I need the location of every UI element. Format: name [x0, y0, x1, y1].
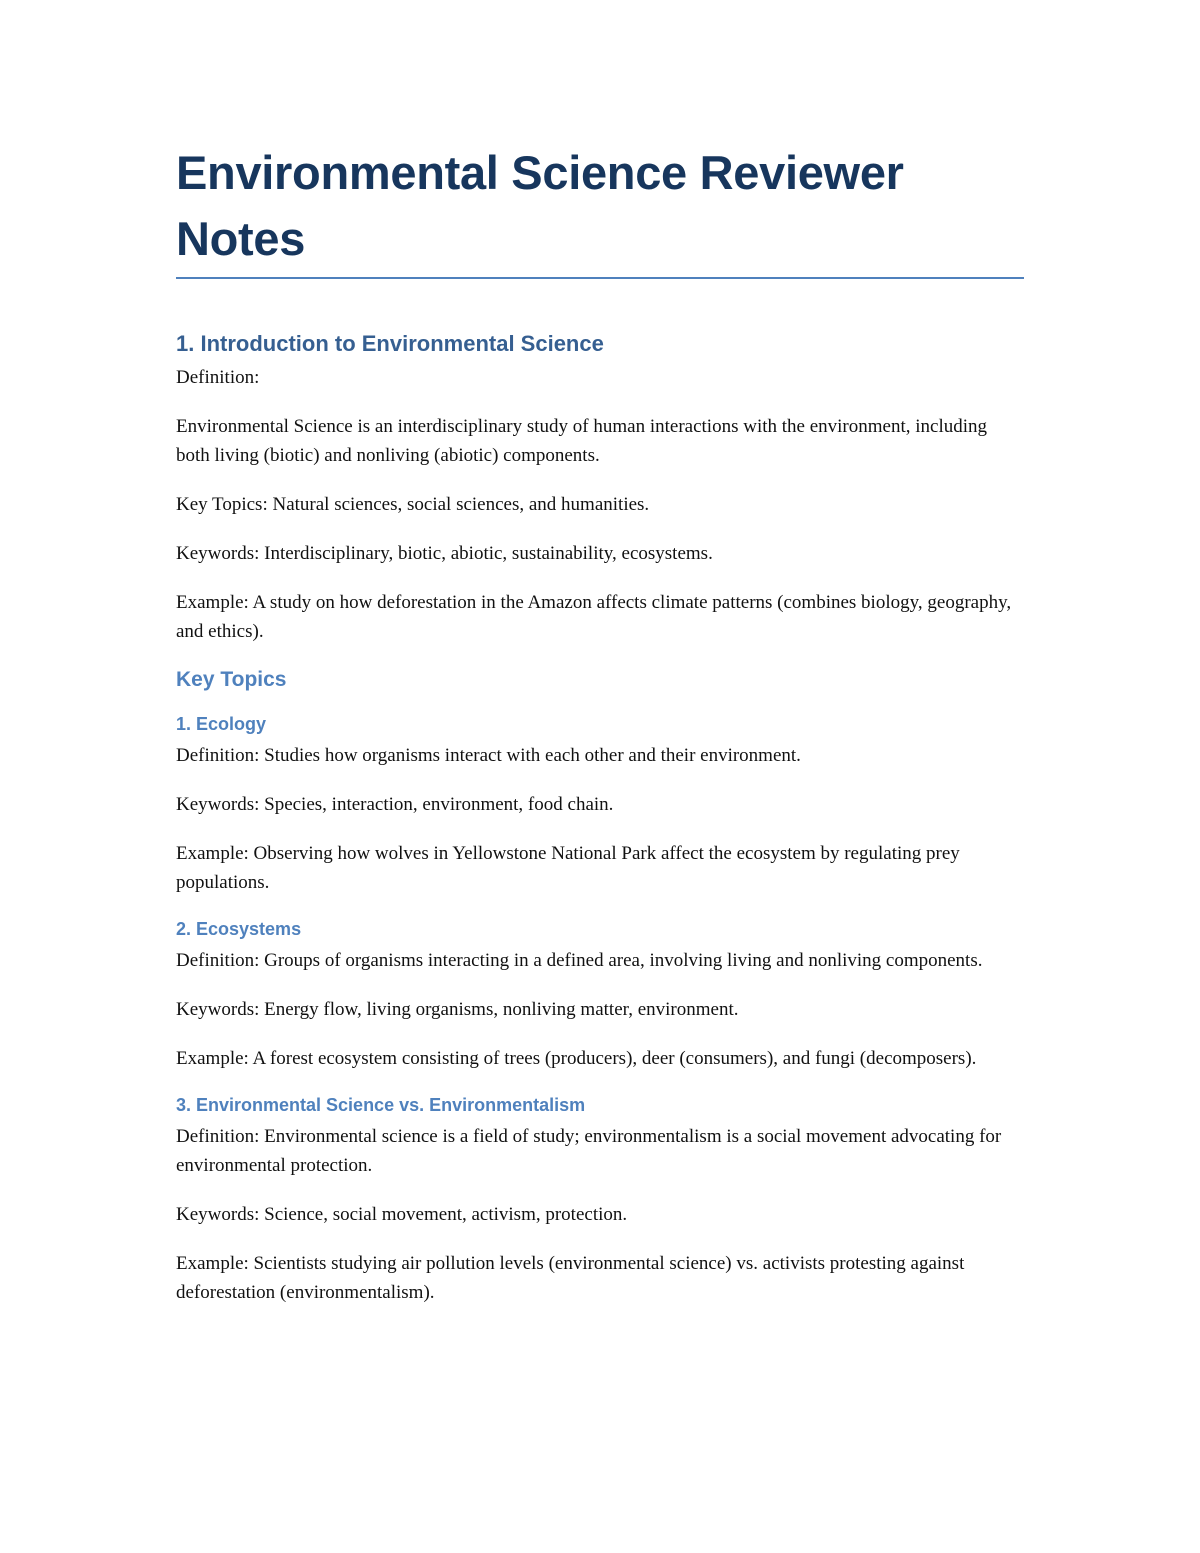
topic-example: Example: Scientists studying air pollution levels (environmental science) vs. activists protesting against deforestation (environmentalism).: [176, 1253, 965, 1303]
topic-example: Example: A forest ecosystem consisting of trees (producers), deer (consumers), and fungi (decomposers).: [176, 1048, 977, 1069]
keywords-text: Keywords: Interdisciplinary, biotic, abiotic, sustainability, ecosystems.: [176, 543, 713, 564]
key-topics-heading: Key Topics: [176, 668, 287, 691]
key-topics-text: Key Topics: Natural sciences, social sciences, and humanities.: [176, 494, 650, 515]
topic-example: Example: Observing how wolves in Yellowstone National Park affect the ecosystem by regulating prey populations.: [176, 843, 960, 893]
topic-keywords: Keywords: Species, interaction, environment, food chain.: [176, 794, 614, 815]
section-heading-introduction: 1. Introduction to Environmental Science: [176, 331, 604, 356]
example-text: Example: A study on how deforestation in the Amazon affects climate patterns (combines biology, geography, and ethics).: [176, 592, 1012, 642]
document-title: Environmental Science Reviewer Notes: [176, 140, 1024, 279]
topic-keywords: Keywords: Science, social movement, activism, protection.: [176, 1204, 628, 1225]
topic-keywords: Keywords: Energy flow, living organisms, nonliving matter, environment.: [176, 999, 739, 1020]
topic-heading-ecosystems: 2. Ecosystems: [176, 919, 302, 939]
topic-heading-environmentalism: 3. Environmental Science vs. Environmentalism: [176, 1095, 586, 1115]
definition-text: Environmental Science is an interdisciplinary study of human interactions with the environment, including both living (biotic) and nonliving (abiotic) components.: [176, 416, 988, 466]
document-page: [176, 140, 1024, 1307]
topic-definition: Definition: Studies how organisms interact with each other and their environment.: [176, 745, 801, 766]
topic-definition: Definition: Groups of organisms interacting in a defined area, involving living and nonliving components.: [176, 950, 983, 971]
topic-heading-ecology: 1. Ecology: [176, 714, 267, 734]
topic-definition: Definition: Environmental science is a field of study; environmentalism is a social movement advocating for environmental protection.: [176, 1126, 1002, 1176]
definition-label: Definition:: [176, 367, 260, 388]
